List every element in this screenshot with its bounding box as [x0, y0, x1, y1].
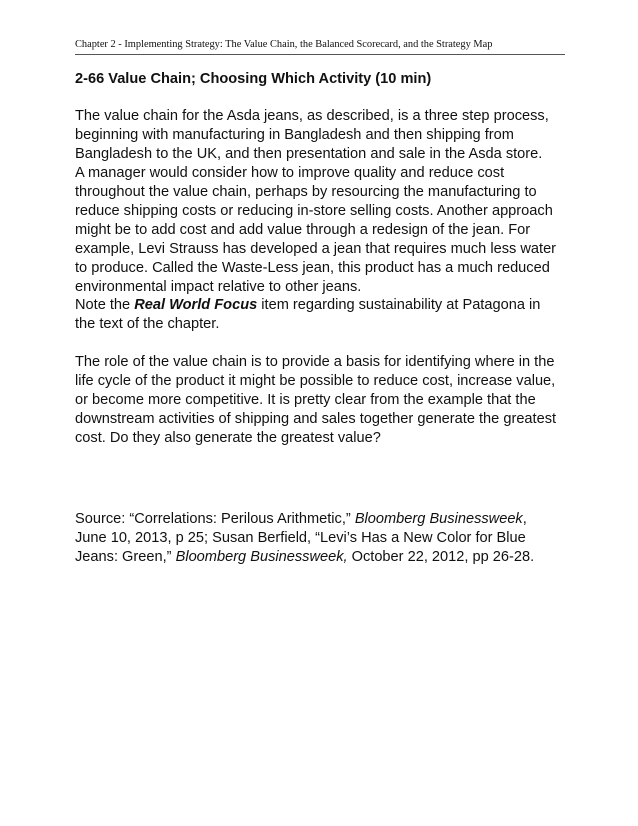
paragraph-line: [75, 548, 570, 567]
paragraph-line: or become more competitive. It is pretty clear from the example that the: [75, 392, 536, 408]
paragraph-line: June 10, 2013, p 25; Susan Berfield, “Levi’s Has a New Color for Blue: [75, 530, 526, 546]
running-header: Chapter 2 - Implementing Strategy: The Value Chain, the Balanced Scorecard, and the Strategy Map: [75, 39, 493, 50]
paragraph-line: to produce. Called the Waste-Less jean, this product has a much reduced: [75, 260, 550, 276]
source-citation: [75, 510, 570, 567]
paragraph-value-chain: [75, 107, 570, 297]
paragraph-line: environmental impact relative to other jeans.: [75, 279, 362, 295]
publication-title: Bloomberg Businessweek,: [175, 549, 348, 565]
paragraph-line: might be to add cost and add value through a redesign of the jean. For: [75, 222, 531, 238]
paragraph-line: A manager would consider how to improve quality and reduce cost: [75, 165, 505, 181]
paragraph-role-of-value-chain: [75, 353, 570, 448]
paragraph-line: example, Levi Strauss has developed a jean that requires much less water: [75, 241, 557, 257]
paragraph-line: The role of the value chain is to provide a basis for identifying where in the: [75, 354, 555, 370]
text-run: Source: “Correlations: Perilous Arithmetic,”: [75, 511, 355, 527]
paragraph-line: cost. Do they also generate the greatest value?: [75, 430, 381, 446]
text-run: October 22, 2012, pp 26-28.: [347, 549, 535, 565]
text-run: item regarding sustainability at Patagona in: [257, 297, 541, 313]
paragraph-line: downstream activities of shipping and sales together generate the greatest: [75, 411, 557, 427]
paragraph-line: Bangladesh to the UK, and then presentation and sale in the Asda store.: [75, 146, 543, 162]
text-run: Note the: [75, 297, 135, 313]
paragraph-line: [75, 296, 570, 315]
paragraph-line: beginning with manufacturing in Bangladesh and then shipping from: [75, 127, 514, 143]
paragraph-real-world-focus: [75, 296, 570, 334]
header-rule: [75, 54, 565, 55]
paragraph-line: life cycle of the product it might be possible to reduce cost, increase value,: [75, 373, 556, 389]
exercise-heading: 2-66 Value Chain; Choosing Which Activity (10 min): [75, 71, 432, 87]
real-world-focus-emphasis: Real World Focus: [134, 297, 258, 313]
paragraph-line: the text of the chapter.: [75, 316, 220, 332]
paragraph-line: The value chain for the Asda jeans, as described, is a three step process,: [75, 108, 549, 124]
paragraph-line: [75, 510, 570, 529]
paragraph-line: reduce shipping costs or reducing in-store selling costs. Another approach: [75, 203, 553, 219]
paragraph-line: throughout the value chain, perhaps by resourcing the manufacturing to: [75, 184, 537, 200]
text-run: Jeans: Green,”: [75, 549, 176, 565]
text-run: ,: [522, 511, 527, 527]
publication-title: Bloomberg Businessweek: [354, 511, 523, 527]
